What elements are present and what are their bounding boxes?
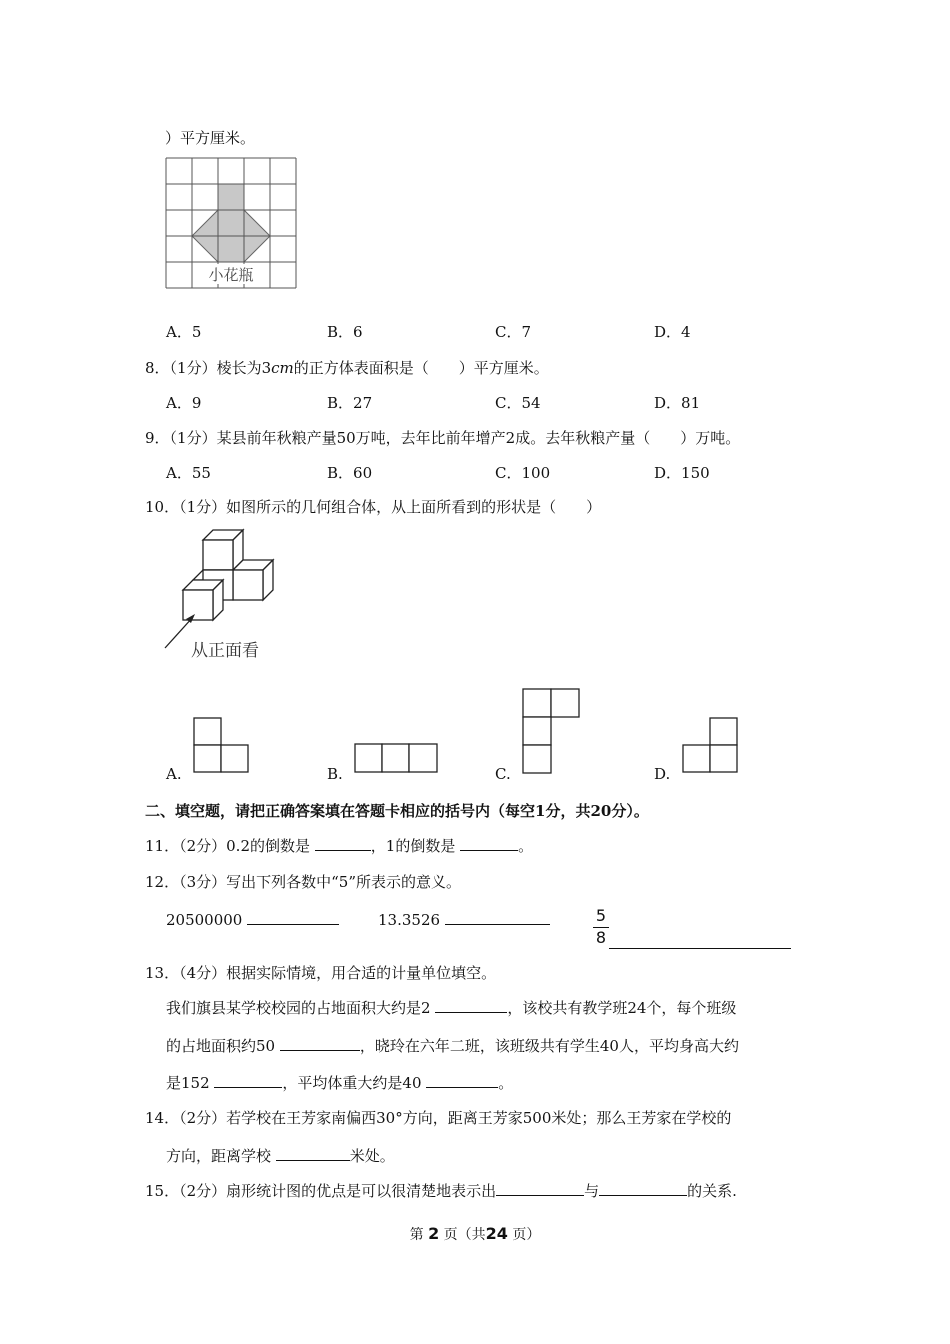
q15-blank-1[interactable]	[496, 1181, 584, 1196]
q13-line2-b: ，晓玲在六年二班，该班级共有学生40人，平均身高大约	[359, 1037, 739, 1055]
q10-option-a-shape[interactable]	[193, 717, 251, 775]
q12-blank-2[interactable]	[445, 910, 550, 925]
q10-option-c[interactable]: C.	[495, 765, 511, 783]
q13-line3-c: 。	[498, 1074, 514, 1092]
q9-number: 9．	[145, 429, 170, 447]
q13-blank-1[interactable]	[435, 998, 507, 1013]
q11-part2: ，1的倒数是	[370, 837, 456, 855]
q9-option-c[interactable]: C．100	[495, 464, 551, 482]
q14-line2-a: 方向，距离学校	[166, 1147, 272, 1165]
q11-part3: 。	[518, 837, 534, 855]
footer-suffix: 页）	[512, 1227, 541, 1243]
q14-line2-b: 米处。	[349, 1147, 395, 1165]
q10-option-d-shape[interactable]	[682, 717, 740, 775]
q13-line2-a: 的占地面积约50	[166, 1037, 276, 1055]
q12-item-2	[378, 910, 550, 930]
q13-line3-b: ，平均体重大约是40	[282, 1074, 422, 1092]
q8-number: 8．	[145, 359, 170, 377]
q10-option-b-shape[interactable]	[354, 743, 440, 775]
front-view-label: 从正面看	[191, 641, 259, 661]
q13-blank-4[interactable]	[426, 1073, 498, 1088]
q15-part2: 与	[584, 1182, 600, 1200]
q12-number-1: 20500000	[166, 911, 243, 929]
q14-text: （2分）若学校在王芳家南偏西30°方向，距离王芳家500米处；那么王芳家在学校的	[179, 1109, 732, 1127]
q12-item-1	[166, 910, 339, 930]
q14-number: 14．	[145, 1109, 180, 1127]
page-footer	[0, 1224, 950, 1245]
q10-option-a[interactable]: A.	[166, 765, 182, 783]
q15-stem	[145, 1181, 737, 1201]
cube-stack-figure	[155, 525, 285, 665]
q15-number: 15．	[145, 1182, 180, 1200]
q8-text-post: 的正方体表面积是（ ）平方厘米。	[293, 359, 549, 377]
q10-stem	[145, 497, 601, 517]
q15-part1: （2分）扇形统计图的优点是可以很清楚地表示出	[179, 1182, 497, 1200]
footer-total-pages: 24	[485, 1224, 508, 1243]
q9-stem	[145, 428, 740, 448]
q7-option-d[interactable]: D．4	[654, 323, 691, 341]
footer-middle: 页（共	[443, 1227, 486, 1243]
q12-fraction-numerator: 5	[595, 906, 607, 925]
q11-part1: （2分）0.2的倒数是	[179, 837, 310, 855]
q7-option-b[interactable]: B．6	[327, 323, 363, 341]
q15-blank-2[interactable]	[599, 1181, 687, 1196]
q13-blank-2[interactable]	[280, 1036, 360, 1051]
q8-option-a[interactable]: A．9	[166, 394, 202, 412]
q13-line1-b: ，该校共有教学班24个，每个班级	[507, 999, 737, 1017]
q13-blank-3[interactable]	[214, 1073, 282, 1088]
q8-option-c[interactable]: C．54	[495, 394, 541, 412]
q11-blank-2[interactable]	[460, 836, 518, 851]
q10-option-d[interactable]: D.	[654, 765, 671, 783]
q13-line-2	[166, 1036, 739, 1056]
q13-text: （4分）根据实际情境，用合适的计量单位填空。	[179, 964, 497, 982]
q13-stem	[145, 963, 496, 983]
q11-blank-1[interactable]	[315, 836, 371, 851]
q8-option-d[interactable]: D．81	[654, 394, 701, 412]
q8-text-pre: （1分）棱长为3	[169, 359, 272, 377]
footer-page-number: 2	[428, 1224, 440, 1243]
q10-option-b[interactable]: B.	[327, 765, 343, 783]
q12-fraction	[592, 906, 610, 948]
q13-number: 13．	[145, 964, 180, 982]
q11-stem	[145, 836, 533, 856]
section-2-heading: 二、填空题，请把正确答案填在答题卡相应的括号内（每空1分，共20分）。	[145, 802, 649, 820]
q10-text: （1分）如图所示的几何组合体，从上面所看到的形状是（ ）	[179, 498, 602, 516]
footer-prefix: 第	[409, 1227, 424, 1243]
q12-number-2: 13.3526	[378, 911, 441, 929]
q8-option-b[interactable]: B．27	[327, 394, 373, 412]
q14-blank[interactable]	[276, 1146, 350, 1161]
q14-stem	[145, 1108, 731, 1128]
q10-number: 10．	[145, 498, 180, 516]
q7-option-c[interactable]: C．7	[495, 323, 532, 341]
q12-stem	[145, 872, 461, 892]
q10-option-c-shape[interactable]	[522, 688, 582, 776]
q12-text: （3分）写出下列各数中“5”所表示的意义。	[179, 873, 462, 891]
q11-number: 11．	[145, 837, 180, 855]
q7-tail: ）平方厘米。	[165, 129, 256, 147]
q9-option-b[interactable]: B．60	[327, 464, 373, 482]
q13-line-3	[166, 1073, 513, 1093]
q9-text: （1分）某县前年秋粮产量50万吨，去年比前年增产2成。去年秋粮产量（ ）万吨。	[169, 429, 741, 447]
vase-label: 小花瓶	[208, 266, 254, 284]
q13-line-1	[166, 998, 736, 1018]
q9-option-d[interactable]: D．150	[654, 464, 710, 482]
q12-blank-3[interactable]	[609, 948, 791, 949]
q12-number: 12．	[145, 873, 180, 891]
vase-grid-figure	[160, 152, 300, 292]
q14-line-2	[166, 1146, 395, 1166]
q13-line1-a: 我们旗县某学校校园的占地面积大约是2	[166, 999, 431, 1017]
q9-option-a[interactable]: A．55	[166, 464, 211, 482]
q13-line3-a: 是152	[166, 1074, 210, 1092]
q15-part3: 的关系.	[687, 1182, 737, 1200]
q12-blank-1[interactable]	[247, 910, 339, 925]
q7-option-a[interactable]: A．5	[166, 323, 202, 341]
q12-fraction-denominator: 8	[595, 928, 607, 947]
q8-stem	[145, 358, 549, 378]
q8-unit: cm	[271, 359, 294, 377]
